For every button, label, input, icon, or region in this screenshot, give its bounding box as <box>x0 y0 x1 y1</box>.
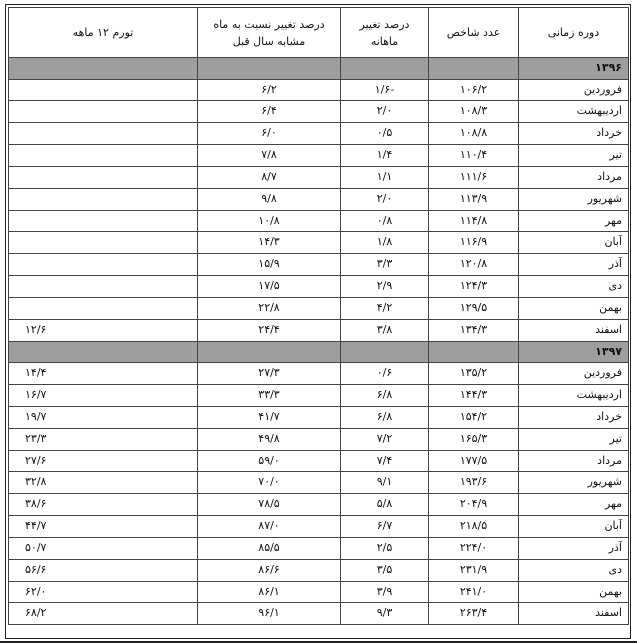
yoy-change-cell: ۴۱/۷ <box>198 406 341 428</box>
month-cell: اسفند <box>519 319 629 341</box>
table-row <box>9 210 629 232</box>
index-cell: ۱۷۷/۵ <box>429 450 519 472</box>
index-cell: ۱۶۵/۳ <box>429 428 519 450</box>
inflation-12m-cell: ۲۷/۶ <box>9 450 198 472</box>
inflation-12m-cell: ۶۸/۲ <box>9 603 198 625</box>
month-cell: دی <box>519 559 629 581</box>
inflation-12m-cell <box>9 145 198 167</box>
index-cell: ۱۱۰/۴ <box>429 145 519 167</box>
monthly-change-cell: ۶/۸ <box>341 384 429 406</box>
year-section-row <box>9 58 629 80</box>
inflation-12m-cell: ۱۹/۷ <box>9 406 198 428</box>
index-cell: ۲۴۱/۰ <box>429 581 519 603</box>
month-cell: آذر <box>519 254 629 276</box>
month-cell: دی <box>519 276 629 298</box>
yoy-change-cell: ۷/۸ <box>198 145 341 167</box>
inflation-12m-cell: ۱۴/۴ <box>9 363 198 385</box>
yoy-change-cell: ۸۶/۱ <box>198 581 341 603</box>
table-body <box>9 58 629 625</box>
index-cell: ۲۲۴/۰ <box>429 537 519 559</box>
inflation-12m-cell <box>9 232 198 254</box>
section-empty-cell <box>341 341 429 363</box>
month-cell: تیر <box>519 145 629 167</box>
inflation-table <box>8 7 629 625</box>
section-empty-cell <box>429 58 519 80</box>
inflation-12m-cell: ۳۸/۶ <box>9 494 198 516</box>
month-cell: آذر <box>519 537 629 559</box>
monthly-change-cell: ۱/۸ <box>341 232 429 254</box>
table-row <box>9 319 629 341</box>
monthly-change-cell: ۵/۸ <box>341 494 429 516</box>
table-row <box>9 450 629 472</box>
index-cell: ۲۰۴/۹ <box>429 494 519 516</box>
month-cell: مهر <box>519 210 629 232</box>
monthly-change-cell: -۱/۶ <box>341 79 429 101</box>
index-cell: ۲۱۸/۵ <box>429 516 519 538</box>
yoy-change-cell: ۸۵/۵ <box>198 537 341 559</box>
table-row <box>9 537 629 559</box>
monthly-change-cell: ۰/۶ <box>341 363 429 385</box>
yoy-change-cell: ۲۴/۴ <box>198 319 341 341</box>
month-cell: تیر <box>519 428 629 450</box>
section-empty-cell <box>198 341 341 363</box>
monthly-change-cell: ۰/۵ <box>341 123 429 145</box>
header-row <box>9 8 629 58</box>
inflation-12m-cell <box>9 188 198 210</box>
index-cell: ۱۰۸/۸ <box>429 123 519 145</box>
yoy-change-cell: ۱۷/۵ <box>198 276 341 298</box>
yoy-change-cell: ۴۹/۸ <box>198 428 341 450</box>
monthly-change-cell: ۰/۸ <box>341 210 429 232</box>
inflation-12m-cell <box>9 276 198 298</box>
yoy-change-cell: ۹۶/۱ <box>198 603 341 625</box>
year-label: ۱۳۹۶ <box>519 58 629 80</box>
month-cell: مرداد <box>519 450 629 472</box>
monthly-change-cell: ۱/۴ <box>341 145 429 167</box>
month-cell: خرداد <box>519 123 629 145</box>
yoy-change-cell: ۶/۲ <box>198 79 341 101</box>
section-empty-cell <box>341 58 429 80</box>
table-row <box>9 123 629 145</box>
monthly-change-cell: ۳/۳ <box>341 254 429 276</box>
month-cell: آبان <box>519 232 629 254</box>
inflation-12m-cell: ۵۰/۷ <box>9 537 198 559</box>
index-cell: ۱۱۱/۶ <box>429 166 519 188</box>
month-cell: شهریور <box>519 188 629 210</box>
yoy-change-cell: ۲۷/۳ <box>198 363 341 385</box>
yoy-change-cell: ۷۸/۵ <box>198 494 341 516</box>
header-inflation-12m: تورم ۱۲ ماهه <box>9 8 198 58</box>
index-cell: ۲۶۳/۴ <box>429 603 519 625</box>
index-cell: ۱۰۶/۲ <box>429 79 519 101</box>
month-cell: مرداد <box>519 166 629 188</box>
index-cell: ۱۱۶/۹ <box>429 232 519 254</box>
monthly-change-cell: ۳/۹ <box>341 581 429 603</box>
monthly-change-cell: ۳/۵ <box>341 559 429 581</box>
section-empty-cell <box>429 341 519 363</box>
inflation-12m-cell: ۶۲/۰ <box>9 581 198 603</box>
monthly-change-cell: ۹/۱ <box>341 472 429 494</box>
yoy-change-cell: ۱۴/۳ <box>198 232 341 254</box>
month-cell: فروردین <box>519 363 629 385</box>
year-section-row <box>9 341 629 363</box>
inflation-12m-cell <box>9 166 198 188</box>
monthly-change-cell: ۹/۳ <box>341 603 429 625</box>
inflation-12m-cell <box>9 101 198 123</box>
month-cell: اسفند <box>519 603 629 625</box>
inflation-12m-cell <box>9 79 198 101</box>
yoy-change-cell: ۸/۷ <box>198 166 341 188</box>
inflation-12m-cell <box>9 210 198 232</box>
monthly-change-cell: ۶/۸ <box>341 406 429 428</box>
table-row <box>9 472 629 494</box>
yoy-change-cell: ۷۰/۰ <box>198 472 341 494</box>
month-cell: آبان <box>519 516 629 538</box>
monthly-change-cell: ۲/۰ <box>341 188 429 210</box>
yoy-change-cell: ۶/۴ <box>198 101 341 123</box>
table-row <box>9 79 629 101</box>
inflation-12m-cell: ۱۶/۷ <box>9 384 198 406</box>
inflation-12m-cell: ۱۲/۶ <box>9 319 198 341</box>
table-row <box>9 516 629 538</box>
index-cell: ۱۱۳/۹ <box>429 188 519 210</box>
monthly-change-cell: ۷/۲ <box>341 428 429 450</box>
month-cell: اردیبهشت <box>519 101 629 123</box>
table-row <box>9 232 629 254</box>
header-yoy-change: درصد تغییر نسبت به ماه مشابه سال قبل <box>198 8 341 58</box>
inflation-12m-cell: ۲۳/۳ <box>9 428 198 450</box>
yoy-change-cell: ۱۰/۸ <box>198 210 341 232</box>
table-row <box>9 276 629 298</box>
yoy-change-cell: ۶/۰ <box>198 123 341 145</box>
inflation-12m-cell <box>9 254 198 276</box>
table-row <box>9 603 629 625</box>
month-cell: فروردین <box>519 79 629 101</box>
table-row <box>9 559 629 581</box>
table-row <box>9 166 629 188</box>
index-cell: ۱۹۳/۶ <box>429 472 519 494</box>
month-cell: بهمن <box>519 297 629 319</box>
month-cell: اردیبهشت <box>519 384 629 406</box>
index-cell: ۱۴۴/۳ <box>429 384 519 406</box>
monthly-change-cell: ۲/۵ <box>341 537 429 559</box>
header-index: عدد شاخص <box>429 8 519 58</box>
monthly-change-cell: ۴/۲ <box>341 297 429 319</box>
month-cell: مهر <box>519 494 629 516</box>
year-label: ۱۳۹۷ <box>519 341 629 363</box>
table-row <box>9 254 629 276</box>
yoy-change-cell: ۹/۸ <box>198 188 341 210</box>
month-cell: بهمن <box>519 581 629 603</box>
inflation-12m-cell: ۵۶/۶ <box>9 559 198 581</box>
inflation-12m-cell: ۴۴/۷ <box>9 516 198 538</box>
index-cell: ۱۲۰/۸ <box>429 254 519 276</box>
monthly-change-cell: ۲/۹ <box>341 276 429 298</box>
index-cell: ۱۱۴/۸ <box>429 210 519 232</box>
table-row <box>9 384 629 406</box>
section-empty-cell <box>9 341 198 363</box>
inflation-12m-cell <box>9 123 198 145</box>
index-cell: ۱۳۵/۲ <box>429 363 519 385</box>
monthly-change-cell: ۲/۰ <box>341 101 429 123</box>
table-row <box>9 101 629 123</box>
table-row <box>9 581 629 603</box>
index-cell: ۱۵۴/۲ <box>429 406 519 428</box>
header-monthly-change: درصد تغییر ماهانه <box>341 8 429 58</box>
month-cell: خرداد <box>519 406 629 428</box>
header-period: دوره زمانی <box>519 8 629 58</box>
yoy-change-cell: ۲۲/۸ <box>198 297 341 319</box>
table-row <box>9 297 629 319</box>
monthly-change-cell: ۷/۴ <box>341 450 429 472</box>
yoy-change-cell: ۱۵/۹ <box>198 254 341 276</box>
index-cell: ۱۳۴/۳ <box>429 319 519 341</box>
table-row <box>9 494 629 516</box>
inflation-12m-cell <box>9 297 198 319</box>
yoy-change-cell: ۸۶/۶ <box>198 559 341 581</box>
inflation-12m-cell: ۳۲/۸ <box>9 472 198 494</box>
index-cell: ۱۲۹/۵ <box>429 297 519 319</box>
monthly-change-cell: ۱/۱ <box>341 166 429 188</box>
month-cell: شهریور <box>519 472 629 494</box>
index-cell: ۱۰۸/۳ <box>429 101 519 123</box>
yoy-change-cell: ۸۷/۰ <box>198 516 341 538</box>
index-cell: ۱۲۴/۳ <box>429 276 519 298</box>
table-row <box>9 363 629 385</box>
section-empty-cell <box>9 58 198 80</box>
monthly-change-cell: ۶/۷ <box>341 516 429 538</box>
table-row <box>9 145 629 167</box>
table-row <box>9 406 629 428</box>
table-row <box>9 428 629 450</box>
yoy-change-cell: ۵۹/۰ <box>198 450 341 472</box>
table-row <box>9 188 629 210</box>
section-empty-cell <box>198 58 341 80</box>
yoy-change-cell: ۳۳/۳ <box>198 384 341 406</box>
index-cell: ۲۳۱/۹ <box>429 559 519 581</box>
monthly-change-cell: ۳/۸ <box>341 319 429 341</box>
